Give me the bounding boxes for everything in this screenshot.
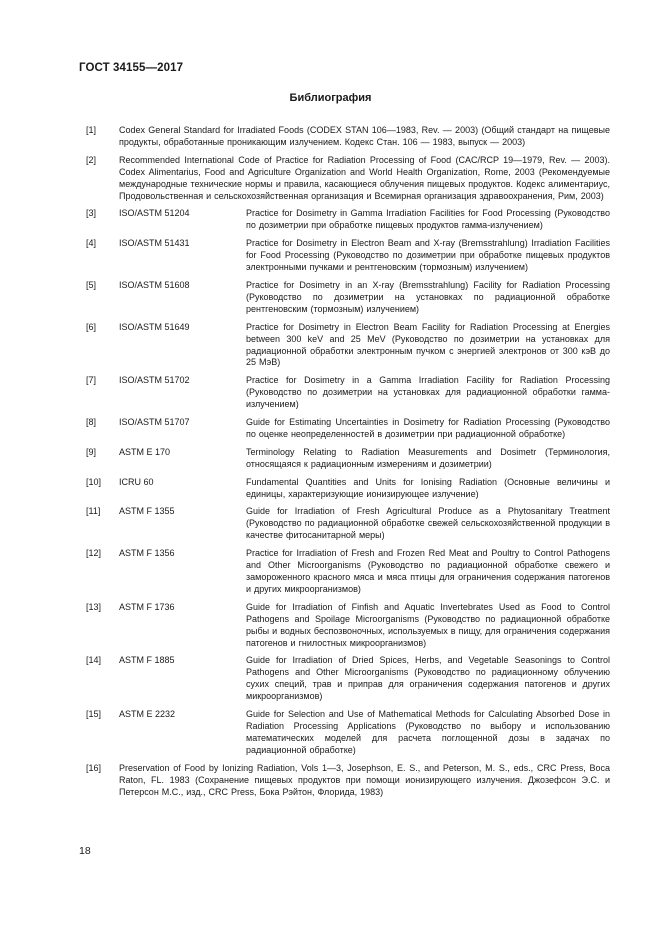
bibliography-entry bbox=[79, 655, 610, 703]
entry-designation: ISO/ASTM 51431 bbox=[119, 238, 190, 249]
bibliography-entry bbox=[79, 709, 610, 757]
entry-number: [4] bbox=[86, 238, 97, 249]
entry-text: Practice for Dosimetry in an X-ray (Bremsstrahlung) Facility for Radiation Processing (Руководство по дозиметрии на установках по радиационной обработке рентгеновским (тормозным) излучением) bbox=[246, 279, 610, 314]
bibliography-entry bbox=[79, 280, 610, 316]
entry-number: [11] bbox=[86, 506, 101, 517]
entry-number: [14] bbox=[86, 655, 102, 666]
entry-designation: ISO/ASTM 51707 bbox=[119, 417, 190, 428]
bibliography-entry bbox=[79, 548, 610, 596]
entry-number: [9] bbox=[86, 446, 97, 457]
entry-number: [6] bbox=[86, 321, 97, 332]
entry-text: Guide for Selection and Use of Mathematical Methods for Calculating Absorbed Dose in Radiation Processing Applications (Руководство по выбору и использованию математических моделей для расчета поглощенной дозы в задачах по радиационной обработке) bbox=[246, 709, 610, 755]
entry-text: Practice for Dosimetry in Gamma Irradiation Facilities for Food Processing (Руководство по дозиметрии при обработке пищевых продуктов гамма-излучением) bbox=[246, 208, 610, 231]
entry-number: [13] bbox=[86, 601, 102, 612]
entry-designation: ASTM F 1736 bbox=[119, 601, 175, 612]
bibliography-entry bbox=[79, 208, 610, 232]
entry-text: Guide for Irradiation of Finfish and Aquatic Invertebrates Used as Food to Control Pathogens and Spoilage Microorganisms (Руководство по радиационной обработке рыбы и водных беспозвоночных, используемых в пищу, для ограничения содержания патогенов и гнилостных микроорганизмов) bbox=[246, 601, 610, 648]
entry-number: [5] bbox=[86, 279, 97, 290]
entry-text: Recommended International Code of Practice for Radiation Processing of Food (CAC/RCP 19—1979, Rev. — 2003). Codex Alimentarius, Food and Agriculture Organization and World Health Organization, Rome, 2003 (Рекомендуемые международные технические нормы и правила, касающиеся облучения пищевых продуктов. Кодекс алиментариус, Продовольственная и сельскохозяйственная организация и Всемирная организация здравоохранения, Рим, 2003) bbox=[119, 154, 610, 201]
bibliography-entry bbox=[79, 125, 610, 149]
entry-number: [7] bbox=[86, 375, 97, 386]
entry-designation: ASTM F 1885 bbox=[119, 655, 175, 666]
entry-designation: ASTM E 2232 bbox=[119, 709, 176, 720]
entry-text: Guide for Estimating Uncertainties in Dosimetry for Radiation Processing (Руководство по оценке неопределенностей в дозиметрии при радиационной обработке) bbox=[246, 417, 610, 439]
entry-number: [15] bbox=[86, 709, 102, 720]
bibliography-entry bbox=[79, 322, 610, 370]
document-code: ГОСТ 34155—2017 bbox=[79, 62, 184, 74]
entry-text: Guide for Irradiation of Fresh Agricultural Produce as a Phytosanitary Treatment (Руководство по радиационной обработке свежей сельскохозяйственной продукции в качестве фитосанитарной меры) bbox=[246, 506, 610, 541]
entry-number: [16] bbox=[86, 762, 102, 773]
entry-number: [10] bbox=[86, 476, 102, 487]
bibliography-entry bbox=[79, 417, 610, 441]
entry-number: [12] bbox=[86, 548, 102, 559]
entry-designation: ASTM F 1355 bbox=[119, 506, 175, 517]
entry-text: Practice for Dosimetry in Electron Beam Facility for Radiation Processing at Energies between 300 keV and 25 MeV (Руководство по дозиметрии на установках для радиационной обработки электронным пучком с энергией электронов от 300 кэВ до 25 МэВ) bbox=[246, 321, 610, 368]
entry-designation: ICRU 60 bbox=[119, 476, 154, 487]
bibliography-entry bbox=[79, 506, 610, 542]
entry-text: Fundamental Quantities and Units for Ionising Radiation (Основные величины и единицы, характеризующие ионизирующее излучение) bbox=[246, 476, 610, 499]
bibliography-entry bbox=[79, 447, 610, 471]
entry-designation: ASTM E 170 bbox=[119, 446, 171, 457]
entry-text: Practice for Irradiation of Fresh and Frozen Red Meat and Poultry to Control Pathogens and Other Microorganisms (Руководство по радиационной обработке свежего и замороженного красного мяса и мяса птицы для ограничения содержания патогенов и других микроорганизмов) bbox=[246, 548, 610, 594]
entry-designation: ISO/ASTM 51204 bbox=[119, 208, 190, 219]
entry-number: [1] bbox=[86, 125, 97, 135]
entry-text: Practice for Dosimetry in Electron Beam and X-ray (Bremsstrahlung) Irradiation Facilities for Food Processing (Руководство по дозиметрии при обработке пищевых продуктов электронными пучками и рентгеновским (тормозным) излучением) bbox=[246, 238, 610, 273]
bibliography-entry bbox=[79, 477, 610, 501]
entry-number: [2] bbox=[86, 154, 97, 165]
entry-number: [8] bbox=[86, 417, 97, 428]
entry-text: Guide for Irradiation of Dried Spices, Herbs, and Vegetable Seasonings to Control Pathogens and Other Microorganisms (Руководство по радиационному облучению сухих специй, трав и приправ для ограничения содержания патогенов и других микроорганизмов) bbox=[246, 655, 610, 702]
entry-text: Terminology Relating to Radiation Measurements and Dosimetr (Терминология, относящаяся к радиационным измерениям и дозиметрии) bbox=[246, 446, 610, 469]
entry-text: Codex General Standard for Irradiated Foods (CODEX STAN 106—1983, Rev. — 2003) (Общий стандарт на пищевые продукты, обработанные проникающим излучением. Кодекс Стан. 106 — 1983, выпуск — 2003) bbox=[119, 125, 610, 147]
entry-text: Preservation of Food by Ionizing Radiation, Vols 1—3, Josephson, E. S., and Peterson, M. S., eds., CRC Press, Boca Raton, FL. 1983 (Сохранение пищевых продуктов при помощи ионизирующего излучения. Джозефсон Э.С. и Петерсон М.С., изд., CRC Press, Бока Рэйтон, Флорида, 1983) bbox=[119, 762, 610, 797]
entry-number: [3] bbox=[86, 208, 97, 219]
entry-designation: ISO/ASTM 51702 bbox=[119, 375, 190, 386]
entry-designation: ISO/ASTM 51649 bbox=[119, 321, 190, 332]
entry-designation: ISO/ASTM 51608 bbox=[119, 279, 190, 290]
entry-designation: ASTM F 1356 bbox=[119, 548, 175, 559]
bibliography-entry bbox=[79, 155, 610, 203]
section-title: Библиография bbox=[289, 92, 372, 104]
bibliography-entry bbox=[79, 238, 610, 274]
page-number: 18 bbox=[79, 845, 91, 857]
bibliography-entry bbox=[79, 375, 610, 411]
entry-text: Practice for Dosimetry in a Gamma Irradiation Facility for Radiation Processing (Руководство по дозиметрии на установках для радиационной обработки гамма-излучением) bbox=[246, 375, 610, 410]
bibliography-list bbox=[79, 125, 610, 798]
bibliography-entry bbox=[79, 763, 610, 799]
bibliography-entry bbox=[79, 602, 610, 650]
